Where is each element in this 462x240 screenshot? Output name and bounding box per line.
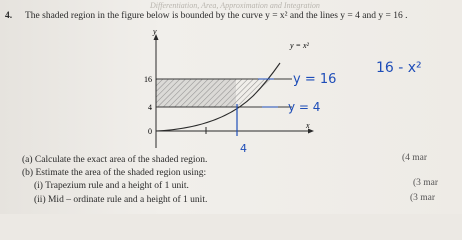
- part-ii-marks: (3 mar: [410, 193, 436, 203]
- handwritten-y16: y = 16: [293, 72, 337, 87]
- part-a-text: (a) Calculate the exact area of the shaded region.: [22, 155, 208, 165]
- part-i-text: (i) Trapezium rule and a height of 1 unit.: [34, 181, 189, 191]
- curve-label: y = x²: [290, 41, 309, 50]
- question-number: 4.: [5, 11, 13, 21]
- part-b-text: (b) Estimate the area of the shaded region using:: [22, 168, 207, 178]
- handwritten-16-minus-x2: 16 - x²: [376, 60, 422, 76]
- y-axis-label: y: [153, 27, 157, 36]
- part-a-marks: (4 mar: [402, 153, 428, 163]
- x-axis-label: x: [306, 121, 310, 130]
- bleed-through-text: Differentiation, Area, Approximation and Integration: [150, 1, 320, 10]
- origin-label: 0: [148, 127, 152, 136]
- question-stem: The shaded region in the figure below is bounded by the curve y = x² and the lines y = 4 and y = 16 .: [25, 11, 408, 21]
- tick-label-4: 4: [148, 103, 152, 112]
- shaded-tint: [156, 79, 236, 107]
- tick-label-16: 16: [144, 75, 152, 84]
- part-ii-text: (ii) Mid – ordinate rule and a height of 1 unit.: [34, 195, 208, 205]
- handwritten-y4: y = 4: [288, 100, 321, 114]
- part-i-marks: (3 mar: [413, 178, 439, 188]
- area-figure: [140, 27, 422, 155]
- handwritten-x4: 4: [240, 142, 247, 155]
